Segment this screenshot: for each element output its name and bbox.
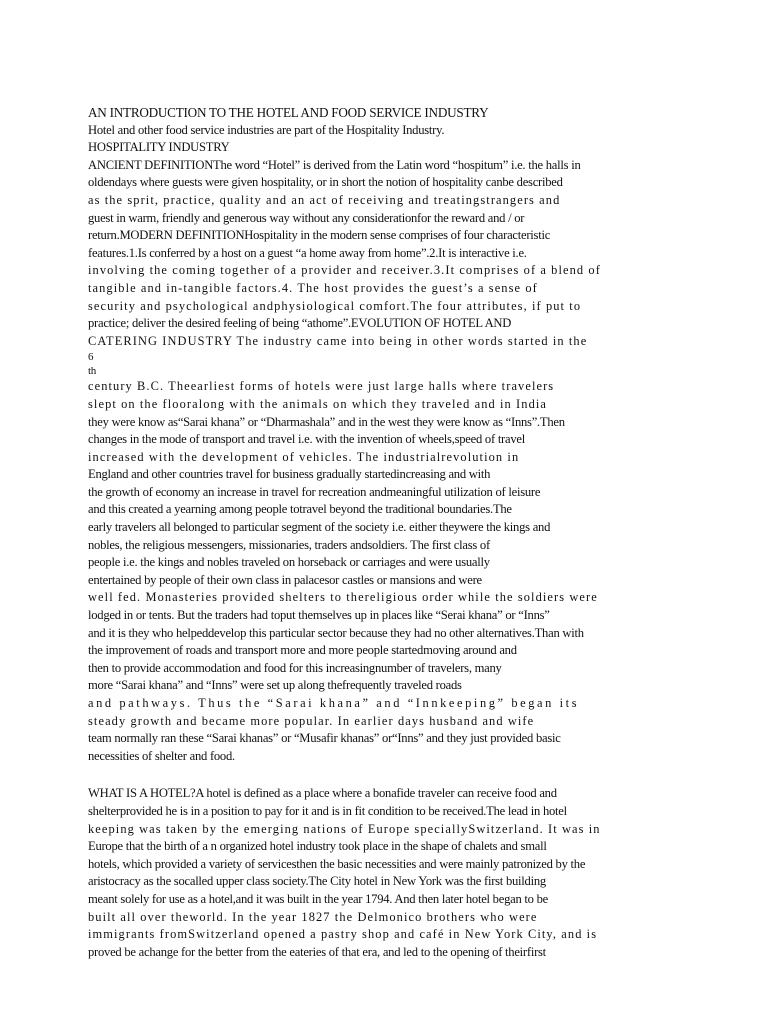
- text-line: people i.e. the kings and nobles traveled on horseback or carriages and were usually: [88, 555, 490, 570]
- text-line: built all over theworld. In the year 1827 the Delmonico brothers who were: [88, 909, 538, 924]
- text-line: meant solely for use as a hotel,and it was built in the year 1794. And then later hotel began to be: [88, 891, 548, 906]
- text-line: security and psychological andphysiological comfort.The four attributes, if put to: [88, 298, 582, 313]
- text-line: century B.C. Theearliest forms of hotels were just large halls where travelers: [88, 379, 555, 394]
- text-line: and this created a yearning among people totravel beyond the traditional boundaries.The: [88, 502, 512, 517]
- text-line: the improvement of roads and transport more and more people startedmoving around and: [88, 643, 517, 658]
- superscript-suffix: th: [88, 365, 97, 378]
- text-line: proved be achange for the better from the eateries of that era, and led to the opening of theirfirst: [88, 944, 546, 959]
- text-line: involving the coming together of a provider and receiver.3.It comprises of a blend of: [88, 263, 601, 278]
- text-line: necessities of shelter and food.: [88, 748, 235, 763]
- text-line: changes in the mode of transport and travel i.e. with the invention of wheels,speed of travel: [88, 432, 525, 447]
- superscript-digit: 6: [88, 351, 94, 364]
- text-line: nobles, the religious messengers, missionaries, traders andsoldiers. The first class of: [88, 537, 490, 552]
- text-line: steady growth and became more popular. In earlier days husband and wife: [88, 713, 535, 728]
- text-line: shelterprovided he is in a position to pay for it and is in fit condition to be received.The lead in hotel: [88, 803, 567, 818]
- document-title: AN INTRODUCTION TO THE HOTEL AND FOOD SERVICE INDUSTRY: [88, 105, 489, 120]
- text-line: features.1.Is conferred by a host on a guest “a home away from home”.2.It is interactive i.e.: [88, 245, 527, 260]
- text-line: early travelers all belonged to particular segment of the society i.e. either theywere the kings and: [88, 520, 551, 535]
- text-line: hotels, which provided a variety of servicesthen the basic necessities and were mainly patronized by the: [88, 856, 586, 871]
- paragraph-gap: [88, 765, 684, 785]
- text-line: WHAT IS A HOTEL?A hotel is defined as a place where a bonafide traveler can receive food and: [88, 786, 557, 801]
- text-line: well fed. Monasteries provided shelters to thereligious order while the soldiers were: [88, 590, 598, 605]
- text-line: more “Sarai khana” and “Inns” were set up along thefrequently traveled roads: [88, 678, 462, 693]
- text-line: entertained by people of their own class in palacesor castles or mansions and were: [88, 572, 482, 587]
- text-line: increased with the development of vehicles. The industrialrevolution in: [88, 449, 520, 464]
- text-line: then to provide accommodation and food for this increasingnumber of travelers, many: [88, 660, 502, 675]
- text-line: team normally ran these “Sarai khanas” or “Musafir khanas” or“Inns” and they just provided basic: [88, 731, 561, 746]
- text-line: Europe that the birth of a n organized hotel industry took place in the shape of chalets and small: [88, 839, 547, 854]
- text-line: the growth of economy an increase in travel for recreation andmeaningful utilization of leisure: [88, 484, 541, 499]
- text-line: CATERING INDUSTRY The industry came into being in other words started in the: [88, 333, 588, 348]
- section-heading: HOSPITALITY INDUSTRY: [88, 140, 230, 155]
- text-line: and pathways. Thus the “Sarai khana” and “Innkeeping” began its: [88, 696, 580, 710]
- text-line: aristocracy as the socalled upper class society.The City hotel in New York was the first building: [88, 874, 546, 889]
- text-line: keeping was taken by the emerging nations of Europe speciallySwitzerland. It was in: [88, 821, 601, 836]
- text-line: oldendays where guests were given hospitality, or in short the notion of hospitality canbe described: [88, 175, 563, 190]
- text-line: England and other countries travel for business gradually startedincreasing and with: [88, 467, 491, 482]
- text-line: return.MODERN DEFINITIONHospitality in the modern sense comprises of four characteristic: [88, 228, 551, 243]
- text-line: tangible and in-tangible factors.4. The host provides the guest’s a sense of: [88, 280, 538, 295]
- text-line: ANCIENT DEFINITIONThe word “Hotel” is derived from the Latin word “hospitum” i.e. the halls in: [88, 157, 581, 172]
- text-line: practice; deliver the desired feeling of being “athome”.EVOLUTION OF HOTEL AND: [88, 316, 512, 331]
- text-line: immigrants fromSwitzerland opened a pastry shop and café in New York City, and is: [88, 927, 598, 942]
- text-line: they were know as“Sarai khana” or “Dharmashala” and in the west they were know as “Inns”.Then: [88, 414, 565, 429]
- text-line: and it is they who helpeddevelop this particular sector because they had no other alternatives.Than with: [88, 625, 584, 640]
- text-line: slept on the flooralong with the animals on which they traveled and in India: [88, 396, 548, 411]
- text-line: as the sprit, practice, quality and an act of receiving and treatingstrangers and: [88, 192, 561, 207]
- text-line: lodged in or tents. But the traders had toput themselves up in places like “Serai khana” or “Inns”: [88, 608, 550, 623]
- text-line: Hotel and other food service industries are part of the Hospitality Industry.: [88, 122, 445, 137]
- text-line: guest in warm, friendly and generous way without any considerationfor the reward and / or: [88, 210, 525, 225]
- document-page: [88, 104, 684, 961]
